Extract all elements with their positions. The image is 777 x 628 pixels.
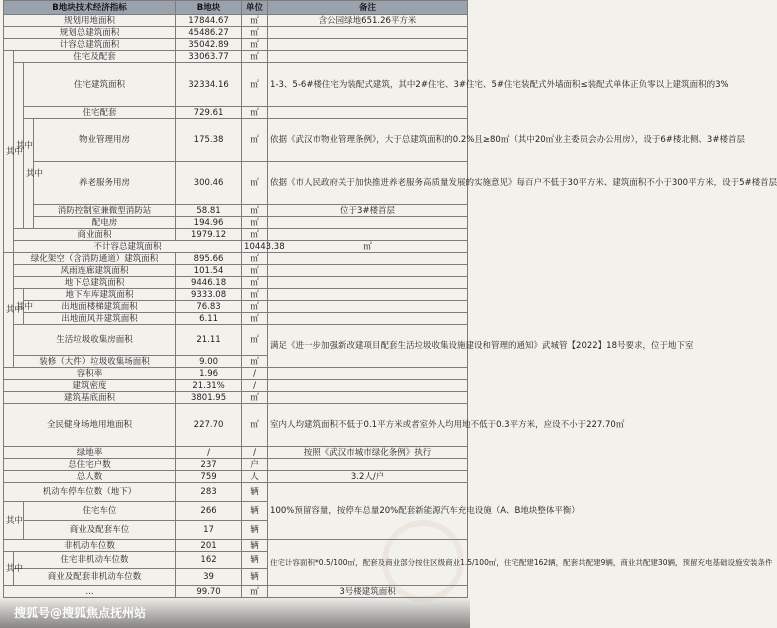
table-row: 其中 地下车库建筑面积 9333.08 ㎡ <box>4 289 468 301</box>
table-row: 消防控制室兼微型消防站 58.81 ㎡ 位于3#楼首层 <box>4 205 468 217</box>
table-row: ... 99.70 ㎡ 3号楼建筑面积 <box>4 586 468 598</box>
header-unit: 单位 <box>242 1 268 15</box>
table-row: 其中 住宅车位 266 辆 <box>4 502 468 521</box>
table-row: 养老服务用房 300.46 ㎡ 依据《市人民政府关于加快推进养老服务高质量发展的实施意见》每百户不低于30平方米、建筑面积不小于300平方米，设于5#楼首层 <box>4 162 468 205</box>
table-row: 出地面风井建筑面积 6.11 ㎡ <box>4 313 468 325</box>
table-row: 其中 物业管理用房 175.38 ㎡ 依据《武汉市物业管理条例》，大于总建筑面积的0.2%且≥80㎡（其中20㎡业主委员会办公用房），设于6#楼北侧、3#楼首层 <box>4 119 468 162</box>
table-row: 地下总建筑面积 9446.18 ㎡ <box>4 277 468 289</box>
table-row: 建筑基底面积 3801.95 ㎡ <box>4 392 468 404</box>
table-row: 建筑密度 21.31% / <box>4 380 468 392</box>
table-row: 机动车停车位数（地下） 283 辆 100%预留容量，按停车总量20%配套新能源汽车充电设施（A、B地块整体平衡） <box>4 483 468 502</box>
table-row: 全民健身场地用地面积 227.70 ㎡ 室内人均建筑面积不低于0.1平方米或者室外人均用地不低于0.3平方米，应设不小于227.70㎡ <box>4 404 468 447</box>
table-row: 商业及配套车位 17 辆 <box>4 521 468 540</box>
table-row: 商业及配套非机动车位数 39 辆 <box>4 569 468 586</box>
qizhong-label: 其中 <box>14 63 24 229</box>
header-title: B地块技术经济指标 <box>4 1 176 15</box>
table-row: 绿地率 / / 按照《武汉市城市绿化条例》执行 <box>4 447 468 459</box>
table-row: 容积率 1.96 / <box>4 368 468 380</box>
table-row: 住宅配套 729.61 ㎡ <box>4 107 468 119</box>
qizhong-label: 其中 <box>4 51 14 253</box>
header-note: 备注 <box>268 1 468 15</box>
table-row: 风雨连廊建筑面积 101.54 ㎡ <box>4 265 468 277</box>
table-row: 规划总建筑面积 45486.27 ㎡ <box>4 27 468 39</box>
table-row: 其中 绿化架空（含消防通道）建筑面积 895.66 ㎡ <box>4 253 468 265</box>
table-row: 其中 住宅及配套 33063.77 ㎡ <box>4 51 468 63</box>
qizhong-label: 其中 <box>14 289 24 325</box>
table-row: 非机动车位数 201 辆 住宅计容面积*0.5/100㎡，配套及商业部分按住区级商业1.5/100㎡，住宅配建162辆，配套共配建9辆，商业共配建30辆，预留充电基础设施安装条件 <box>4 540 468 552</box>
economic-indicators-table <box>3 0 777 598</box>
table-row: 计容总建筑面积 35042.89 ㎡ <box>4 39 468 51</box>
table-row: 不计容总建筑面积 10443.38 ㎡ <box>4 241 468 253</box>
table-row: 其中 住宅建筑面积 32334.16 ㎡ 1-3、5-6#楼住宅为装配式建筑，其中2#住宅、3#住宅、5#住宅装配式外墙面积≤装配式单体正负零以上建筑面积的3% <box>4 63 468 107</box>
table-row: 装修（大件）垃圾收集场面积 9.00 ㎡ <box>4 356 468 368</box>
footer-source-text: 搜狐号@搜狐焦点抚州站 <box>14 606 147 620</box>
footer-bar <box>0 596 470 628</box>
table-row: 总人数 759 人 3.2人/户 <box>4 471 468 483</box>
qizhong-label: 其中 <box>4 502 24 540</box>
table-row: 规划用地面积 17844.67 ㎡ 含公园绿地651.26平方米 <box>4 15 468 27</box>
table-row: 总住宅户数 237 户 <box>4 459 468 471</box>
watermark-stamp <box>382 520 464 602</box>
qizhong-label: 其中 <box>4 552 14 586</box>
qizhong-label: 其中 <box>24 119 34 229</box>
table-row: 配电房 194.96 ㎡ <box>4 217 468 229</box>
table-row: 商业面积 1979.12 ㎡ <box>4 229 468 241</box>
header-b-block: B地块 <box>176 1 242 15</box>
table-row: 生活垃圾收集房面积 21.11 ㎡ 满足《进一步加强新改建项目配套生活垃圾收集设施建设和管理的通知》武城管【2022】18号要求，位于地下室 <box>4 325 468 356</box>
table-row: 其中 住宅非机动车位数 162 辆 <box>4 552 468 569</box>
qizhong-label: 其中 <box>4 253 14 368</box>
table-row: 出地面楼梯建筑面积 76.83 ㎡ <box>4 301 468 313</box>
table-header-row <box>4 1 468 15</box>
